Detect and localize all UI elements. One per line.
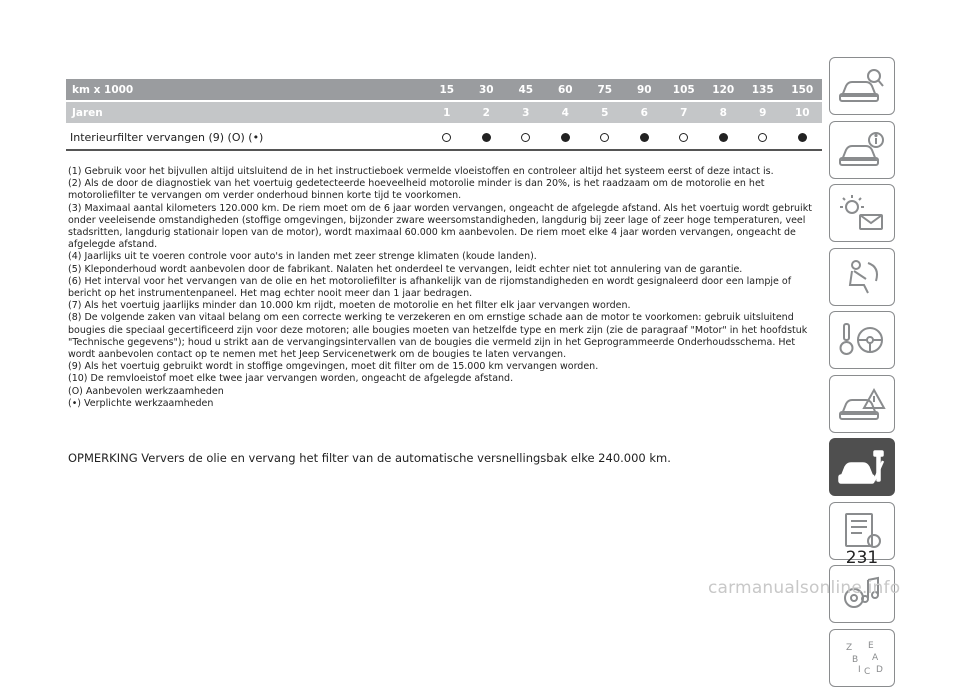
task-mark-cell [743, 131, 783, 144]
task-mark-cell [783, 131, 823, 144]
svg-text:D: D [876, 664, 883, 675]
years-row [66, 102, 822, 123]
chapter-tab-seat-airbag[interactable] [829, 248, 895, 306]
recommended-mark-icon [758, 133, 767, 142]
remark-note: OPMERKING Ververs de olie en vervang het filter van de automatische versnellingsbak elke 240.000 km. [68, 451, 671, 465]
task-mark-cell [467, 131, 507, 144]
footnote: (•) Verplichte werkzaamheden [68, 397, 214, 409]
key-steering-wheel-icon [838, 320, 886, 360]
footnote: (5) Kleponderhoud wordt aanbevolen door de fabrikant. Nalaten het onderdeel te vervangen, leidt echter niet tot annulering van de garantie. [68, 263, 743, 275]
page-number: 231 [845, 548, 879, 568]
chapter-tab-warning-lights[interactable] [829, 184, 895, 242]
svg-text:A: A [872, 652, 879, 663]
recommended-mark-icon [521, 133, 530, 142]
mandatory-mark-icon [719, 133, 728, 142]
years-cell: 4 [561, 106, 569, 119]
years-cell: 8 [719, 106, 727, 119]
car-info-icon [838, 130, 886, 170]
task-row [66, 125, 822, 151]
svg-text:C: C [864, 666, 871, 677]
years-cell: 1 [443, 106, 451, 119]
mandatory-mark-icon [561, 133, 570, 142]
chapter-tab-index[interactable] [829, 629, 895, 687]
km-cell: 60 [557, 83, 573, 96]
years-cell: 9 [759, 106, 767, 119]
km-cell: 75 [597, 83, 613, 96]
mandatory-mark-icon [798, 133, 807, 142]
mandatory-mark-icon [482, 133, 491, 142]
recommended-mark-icon [442, 133, 451, 142]
chapter-tab-key-steering[interactable] [829, 311, 895, 369]
task-marks [427, 131, 822, 144]
years-label: Jaren [72, 106, 103, 119]
task-mark-cell [546, 131, 586, 144]
svg-text:B: B [852, 654, 859, 665]
footnotes [68, 166, 818, 410]
km-cell: 150 [791, 83, 814, 96]
task-mark-cell [506, 131, 546, 144]
km-cell: 45 [518, 83, 534, 96]
chapter-tab-car-wrench[interactable] [829, 438, 895, 496]
task-mark-cell [585, 131, 625, 144]
svg-text:Z: Z [846, 642, 853, 653]
task-mark-cell [704, 131, 744, 144]
footnote: (9) Als het voertuig gebruikt wordt in stoffige omgevingen, moet dit filter om de 15.000 km vervangen worden. [68, 361, 599, 373]
watermark: carmanualsonline.info [708, 578, 901, 598]
km-cell: 30 [478, 83, 494, 96]
seat-airbag-icon [838, 257, 886, 297]
footnote: (7) Als het voertuig jaarlijks minder dan 10.000 km rijdt, moeten de motorolie en het filter elk jaar vervangen worden. [68, 300, 631, 312]
task-mark-cell [427, 131, 467, 144]
km-cell: 90 [636, 83, 652, 96]
mandatory-mark-icon [640, 133, 649, 142]
km-cell: 135 [751, 83, 774, 96]
maintenance-schedule-table [66, 79, 822, 151]
footnote: (8) De volgende zaken van vitaal belang om een correcte werking te verzekeren en om ernstige schade aan de motor te voorkomen: gebruik uitsluitend bougies die speciaal gecertificeerd zijn voor deze motoren; alle bougies moeten van hetzelfde type en merk zijn (zie de paragraaf "Motor" in het hoofdstuk "Technische gegevens"); houd u strikt aan de vervangingsintervallen van de bougies die vermeld zijn in het Geprogrammeerde Onderhoudsschema. Het wordt aanbevolen contact op te nemen met het Jeep Servicenetwerk om de bougies te laten vervangen. [68, 312, 808, 361]
years-cell: 7 [680, 106, 688, 119]
chapter-tab-car-info[interactable] [829, 121, 895, 179]
recommended-mark-icon [600, 133, 609, 142]
task-mark-cell [664, 131, 704, 144]
footnote: (2) Als de door de diagnostiek van het voertuig gedetecteerde hoeveelheid motorolie minder is dan 20%, is het raadzaam om de motorolie en het motoroliefilter te vervangen om verder onderhoud binnen korte tijd te voorkomen. [68, 178, 765, 202]
years-cell: 5 [601, 106, 609, 119]
car-emergency-icon [838, 384, 886, 424]
task-label: Interieurfilter vervangen (9) (O) (•) [70, 130, 264, 144]
technical-data-icon [838, 511, 886, 551]
footnote: (4) Jaarlijks uit te voeren controle voor auto's in landen met zeer strenge klimaten (koude landen). [68, 251, 537, 263]
km-cell: 15 [439, 83, 455, 96]
footnote: (6) Het interval voor het vervangen van de olie en het motoroliefilter is afhankelijk van de rijomstandigheden en wordt gesignaleerd door een lampje of bericht op het instrumentenpaneel. Het mag echter nooit meer dan 1 jaar bedragen. [68, 275, 792, 300]
footnote: (3) Maximaal aantal kilometers 120.000 km. De riem moet om de 6 jaar worden vervangen, ongeacht de afgelegde afstand. Als het voertuig wordt gebruikt onder veeleisende omstandigheden (stoffige omgevingen, bijzonder zware weersomstandigheden, langdurig bij zeer lage of zeer hoge temperaturen, veel stadsritten, langdurig stationair lopen van de motor), wordt maximaal 60.000 km aanbevolen. De riem moet elke 4 jaar worden vervangen, ongeacht de afgelegde afstand. [68, 202, 812, 251]
years-cell: 3 [522, 106, 530, 119]
svg-text:I: I [858, 664, 861, 675]
footnote: (O) Aanbevolen werkzaamheden [68, 385, 224, 397]
index-icon [838, 638, 886, 678]
footnote: (1) Gebruik voor het bijvullen altijd uitsluitend de in het instructieboek vermelde vloeistoffen en controleer altijd het systeem eerst of deze intact is. [68, 166, 774, 177]
recommended-mark-icon [679, 133, 688, 142]
footnote: (10) De remvloeistof moet elke twee jaar vervangen worden, ongeacht de afgelegde afstand. [68, 373, 514, 385]
km-cell: 105 [672, 83, 695, 96]
car-wrench-icon [838, 447, 886, 487]
warning-lights-icon [838, 193, 886, 233]
years-cell: 6 [640, 106, 648, 119]
task-mark-cell [625, 131, 665, 144]
km-label: km x 1000 [72, 83, 134, 96]
car-search-icon [838, 66, 886, 106]
chapter-tab-car-search[interactable] [829, 57, 895, 115]
chapter-tab-car-emergency[interactable] [829, 375, 895, 433]
years-cell: 10 [794, 106, 810, 119]
km-row [66, 79, 822, 100]
svg-text:E: E [868, 640, 874, 651]
years-cell: 2 [482, 106, 490, 119]
km-cell: 120 [712, 83, 735, 96]
